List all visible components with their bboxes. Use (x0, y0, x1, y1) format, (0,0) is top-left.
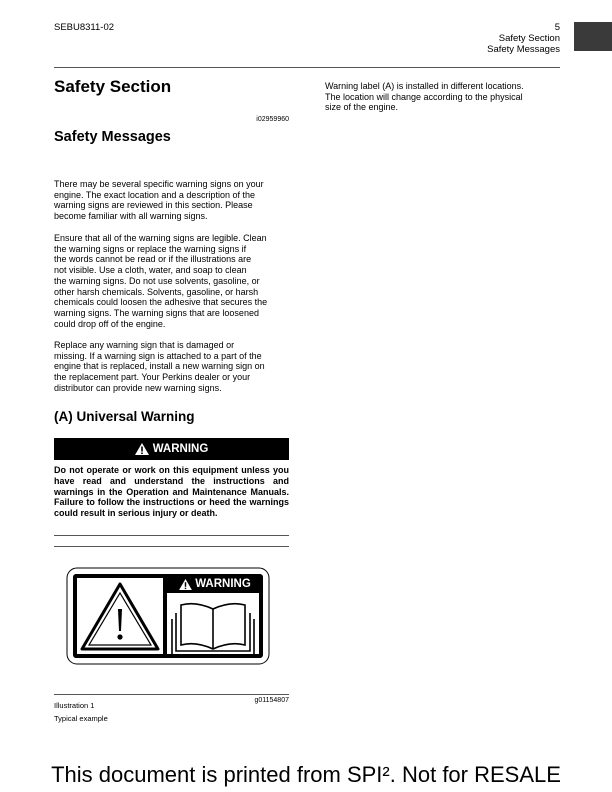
page-number: 5 (554, 22, 560, 33)
doc-id: SEBU8311-02 (54, 22, 115, 33)
warning-triangle-icon (135, 443, 149, 455)
section-tab (574, 22, 612, 51)
paragraph-3: Replace any warning sign that is damaged or missing. If a warning sign is attached to a part of the engine that is replaced, install a new warning sign on the replacement part. Your Perkins dealer or your distributor can provide new warning signs. (54, 340, 265, 393)
running-header (487, 22, 560, 55)
warning-banner: WARNING (54, 438, 289, 460)
warning-divider-2 (54, 546, 289, 547)
label-warning-title: WARNING (167, 578, 263, 590)
reference-id: i02959960 (256, 116, 289, 123)
footer-watermark: This document is printed from SPI². Not for RESALE (51, 762, 561, 787)
right-paragraph: Warning label (A) is installed in different locations. The location will change according to the physical size of the engine. (325, 81, 524, 113)
warning-triangle-icon (179, 579, 192, 590)
universal-warning-heading: (A) Universal Warning (54, 409, 195, 424)
header-divider (54, 67, 560, 68)
warning-divider-1 (54, 535, 289, 536)
header-subsection: Safety Messages (487, 44, 560, 55)
illustration-id: g01154807 (254, 697, 289, 704)
paragraph-2: Ensure that all of the warning signs are legible. Clean the warning signs or replace the warning signs if the words cannot be read or if the illustrations are not visible. Use a cloth, water, and soap to clean the warning signs. Do not use solvents, gasoline, or other harsh chemicals. Solvents, gasoline, or harsh chemicals could loosen the adhesive that secures the warning signs. The warning signs that are loosened could drop off of the engine. (54, 233, 268, 329)
section-title: Safety Section (54, 77, 172, 96)
paragraph-1: There may be several specific warning signs on your engine. The exact location and a description of the warning signs are reviewed in this section. Please become familiar with all warning signs. (54, 179, 264, 222)
illustration-subcaption: Typical example (54, 714, 108, 723)
illustration-caption: Illustration 1 (54, 701, 95, 710)
illustration-divider (54, 694, 289, 695)
header-section: Safety Section (498, 33, 560, 44)
subsection-title: Safety Messages (54, 129, 171, 145)
warning-text: Do not operate or work on this equipment unless you have read and understand the instructions and warnings in the Operation and Maintenance Manuals. Failure to follow the instructions or heed the warnings could result in serious injury or death. (54, 465, 289, 519)
